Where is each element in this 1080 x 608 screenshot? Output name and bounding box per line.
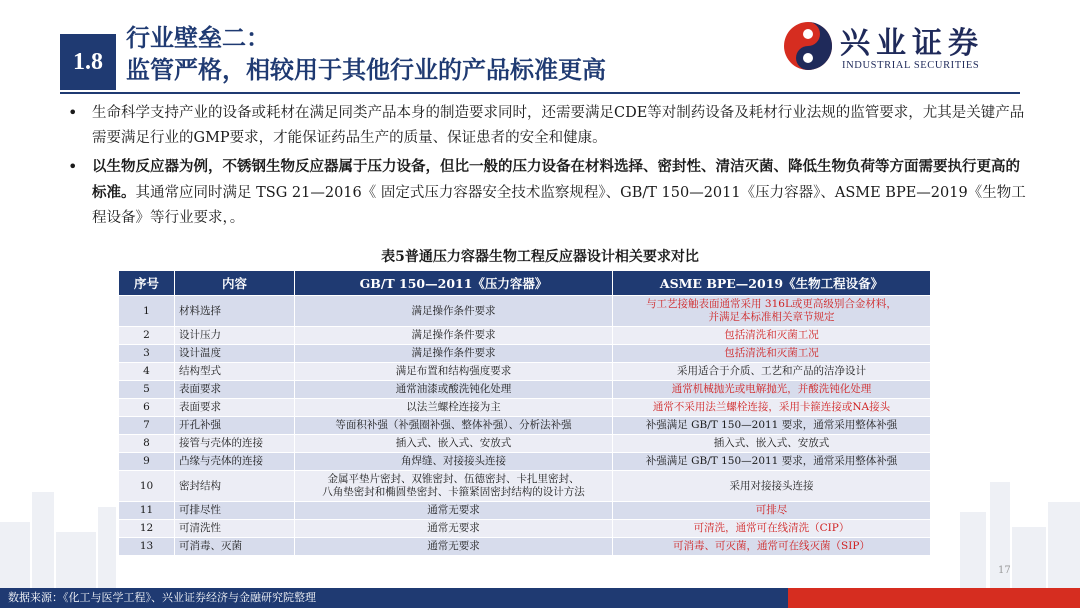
row-item-cell: 可消毒、灭菌 — [175, 538, 295, 556]
row-asme-cell: 补强满足 GB/T 150—2011 要求，通常采用整体补强 — [613, 417, 931, 435]
table-row — [119, 471, 931, 502]
row-item-cell: 可排尽性 — [175, 502, 295, 520]
header-asme: ASME BPE—2019《生物工程设备》 — [613, 271, 931, 296]
table-row — [119, 296, 931, 327]
row-item-cell: 接管与壳体的连接 — [175, 435, 295, 453]
requirements-table — [118, 270, 931, 556]
bullet-item — [68, 100, 1026, 151]
row-asme-cell: 包括清洗和灭菌工况 — [613, 345, 931, 363]
title-line-1: 行业壁垒二： — [126, 24, 270, 52]
page-number: 17 — [998, 565, 1011, 576]
row-item-cell: 设计温度 — [175, 345, 295, 363]
row-number-cell: 6 — [119, 399, 175, 417]
footer-accent-bar — [788, 588, 1080, 608]
row-number-cell: 4 — [119, 363, 175, 381]
logo-swirl-icon — [782, 20, 834, 72]
row-gb-cell: 通常无要求 — [295, 502, 613, 520]
row-number-cell: 8 — [119, 435, 175, 453]
bullet-bold-text: 以生物反应器为例，不锈钢生物反应器属于压力设备，但比一般的压力设备在材料选择、密封性、清洁灭菌、降低生物负荷等方面需要执行更高的标准。 — [92, 158, 1020, 201]
table-row — [119, 417, 931, 435]
row-asme-cell: 可消毒、可灭菌，通常可在线灭菌（SIP） — [613, 538, 931, 556]
row-gb-cell: 等面积补强（补强圈补强、整体补强）、分析法补强 — [295, 417, 613, 435]
bullet-list — [68, 100, 1026, 234]
table-caption: 表5普通压力容器生物工程反应器设计相关要求对比 — [381, 249, 699, 265]
bullet-item — [68, 154, 1026, 231]
bullet-text: 生命科学支持产业的设备或耗材在满足同类产品本身的制造要求同时，还需要满足CDE等对制药设备及耗材行业法规的监管要求，尤其是关键产品需要满足行业的GMP要求，才能保证药品生产的质量、保证患者的安全和健康。 — [92, 105, 1025, 146]
table-row — [119, 502, 931, 520]
table-row — [119, 453, 931, 471]
header-gb: GB/T 150—2011《压力容器》 — [295, 271, 613, 296]
row-number-cell: 1 — [119, 296, 175, 327]
row-asme-cell: 与工艺接触表面通常采用 316L或更高级别合金材料， 并满足本标准相关章节规定 — [613, 296, 931, 327]
row-item-cell: 表面要求 — [175, 381, 295, 399]
footer-source: 数据来源：《化工与医学工程》、兴业证券经济与金融研究院整理 — [8, 591, 316, 604]
row-item-cell: 密封结构 — [175, 471, 295, 502]
table-header-row — [119, 271, 931, 296]
row-number-cell: 12 — [119, 520, 175, 538]
page-title — [126, 22, 606, 86]
row-gb-cell: 插入式、嵌入式、安放式 — [295, 435, 613, 453]
row-asme-cell: 可排尽 — [613, 502, 931, 520]
row-asme-cell: 插入式、嵌入式、安放式 — [613, 435, 931, 453]
row-gb-cell: 满足操作条件要求 — [295, 345, 613, 363]
row-number-cell: 13 — [119, 538, 175, 556]
table-row — [119, 435, 931, 453]
bullet-text: 其通常应同时满足 TSG 21—2016《 固定式压力容器安全技术监察规程》、GB/T 150—2011《压力容器》、ASME BPE—2019《生物工程设备》等行业要求，。 — [92, 185, 1026, 226]
title-divider — [60, 92, 1020, 94]
row-asme-cell: 通常不采用法兰螺栓连接，采用卡箍连接或NA接头 — [613, 399, 931, 417]
row-number-cell: 9 — [119, 453, 175, 471]
row-gb-cell: 满足操作条件要求 — [295, 327, 613, 345]
row-gb-cell: 通常油漆或酸洗钝化处理 — [295, 381, 613, 399]
row-asme-cell: 通常机械抛光或电解抛光，并酸洗钝化处理 — [613, 381, 931, 399]
table-row — [119, 327, 931, 345]
row-asme-cell: 包括清洗和灭菌工况 — [613, 327, 931, 345]
bullet-dot-icon: • — [68, 103, 78, 122]
row-number-cell: 11 — [119, 502, 175, 520]
title-line-2: 监管严格，相较用于其他行业的产品标准更高 — [126, 56, 606, 84]
row-item-cell: 表面要求 — [175, 399, 295, 417]
row-gb-cell: 满足布置和结构强度要求 — [295, 363, 613, 381]
row-asme-cell: 可清洗，通常可在线清洗（CIP） — [613, 520, 931, 538]
row-item-cell: 开孔补强 — [175, 417, 295, 435]
table-row — [119, 363, 931, 381]
row-gb-cell: 角焊缝、对接接头连接 — [295, 453, 613, 471]
row-item-cell: 结构型式 — [175, 363, 295, 381]
row-item-cell: 可清洗性 — [175, 520, 295, 538]
row-item-cell: 设计压力 — [175, 327, 295, 345]
row-asme-cell: 补强满足 GB/T 150—2011 要求，通常采用整体补强 — [613, 453, 931, 471]
table-row — [119, 399, 931, 417]
row-number-cell: 2 — [119, 327, 175, 345]
bullet-dot-icon: • — [68, 157, 78, 176]
company-logo — [782, 16, 1018, 76]
row-number-cell: 7 — [119, 417, 175, 435]
table-row — [119, 520, 931, 538]
logo-chinese-name: 兴业证券 — [840, 26, 984, 61]
row-asme-cell: 采用对接接头连接 — [613, 471, 931, 502]
table-row — [119, 345, 931, 363]
section-number-badge: 1.8 — [60, 34, 116, 90]
row-item-cell: 凸缘与壳体的连接 — [175, 453, 295, 471]
row-number-cell: 5 — [119, 381, 175, 399]
row-number-cell: 3 — [119, 345, 175, 363]
row-gb-cell: 以法兰螺栓连接为主 — [295, 399, 613, 417]
logo-english-name: INDUSTRIAL SECURITIES — [842, 60, 980, 71]
header-item: 内容 — [175, 271, 295, 296]
row-number-cell: 10 — [119, 471, 175, 502]
header-no: 序号 — [119, 271, 175, 296]
table-row — [119, 381, 931, 399]
table-row — [119, 538, 931, 556]
row-item-cell: 材料选择 — [175, 296, 295, 327]
row-gb-cell: 通常无要求 — [295, 538, 613, 556]
row-gb-cell: 满足操作条件要求 — [295, 296, 613, 327]
row-gb-cell: 通常无要求 — [295, 520, 613, 538]
row-asme-cell: 采用适合于介质、工艺和产品的洁净设计 — [613, 363, 931, 381]
row-gb-cell: 金属平垫片密封、双锥密封、伍德密封、卡扎里密封、 八角垫密封和椭圆垫密封、卡箍紧固密封结构的设计方法 — [295, 471, 613, 502]
table-body — [119, 296, 931, 556]
